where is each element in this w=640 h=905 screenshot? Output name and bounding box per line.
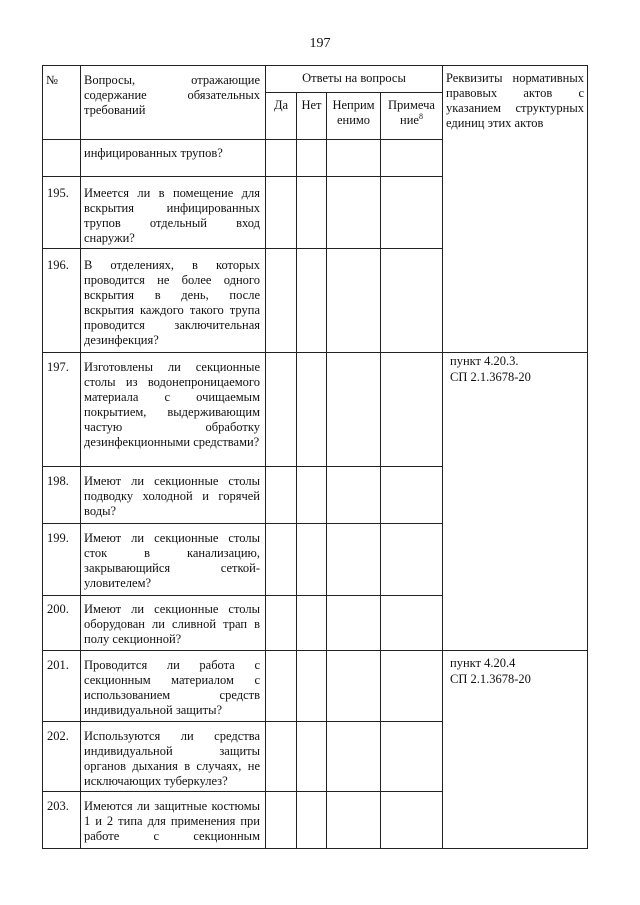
col-line-note [442,65,443,849]
row-line [42,248,442,249]
row-number: 195. [47,186,69,200]
row-text: Имеют ли секционные столы оборудован ли сливной трап в полу секционной? [84,602,260,646]
row-reference [450,655,584,687]
reference-item: пункт 4.20.3. [450,354,519,368]
reference-act: СП 2.1.3678-20 [450,672,531,686]
col-line-num [80,65,81,849]
header-na-line2: енимо [336,113,371,127]
table-border-left [42,65,43,849]
header-questions: Вопросы, отражающие содержание обязательных требований [84,73,260,117]
row-line [42,721,442,722]
row-line [42,466,442,467]
reference-item: пункт 4.20.4 [450,656,516,670]
col-line-no [326,92,327,849]
row-number: 197. [47,360,69,374]
row-text: В отделениях, в которых проводится не более одного вскрытия в день, после вскрытия каждого такого трупа проводится заключительная дезинфекция? [84,258,260,347]
reference-act: СП 2.1.3678-20 [450,370,531,384]
header-na-line1: Неприм [332,98,375,112]
row-line [42,523,442,524]
row-text: Проводится ли работа с секционным материалом с использованием средств индивидуальной защиты? [84,658,260,717]
row-reference [450,353,584,385]
row-line [42,595,442,596]
header-note [381,98,442,128]
answers-subheader-line [265,92,442,93]
row-text: Имеют ли секционные столы подводку холодной и горячей воды? [84,474,260,518]
row-number: 199. [47,531,69,545]
row-number: 198. [47,474,69,488]
header-answers: Ответы на вопросы [302,71,406,85]
row-number: 203. [47,799,69,813]
row-line [42,791,442,792]
col-line-questions [265,65,266,849]
row-number: 202. [47,729,69,743]
row-text: Используются ли средства индивидуальной защиты органов дыхания в случаях, не исключающих туберкулез? [84,729,260,788]
row-text: Имеется ли в помещение для вскрытия инфицированных трупов отдельный вход снаружи? [84,186,260,245]
header-num: № [46,73,58,87]
row-text: Имеют ли секционные столы сток в канализацию, закрывающийся сеткой-уловителем? [84,531,260,590]
row-text: инфицированных трупов? [84,146,223,160]
row-line [42,176,442,177]
table-border-right [587,65,588,849]
table-border-bottom [42,848,587,849]
header-note-line1: Примеча [388,98,435,112]
col-line-yes [296,92,297,849]
row-number: 196. [47,258,69,272]
header-no: Нет [301,98,322,112]
row-text: Имеются ли защитные костюмы 1 и 2 типа для применения при работе с секционным [84,799,260,843]
page-number: 197 [309,36,331,51]
col-line-na [380,92,381,849]
row-number: 201. [47,658,69,672]
row-line [42,650,587,651]
header-yes: Да [273,98,289,112]
header-bottom-line [42,139,442,140]
footnote-marker: 8 [418,111,423,121]
row-text: Изготовлены ли секционные столы из водонепроницаемого материала с очищаемым покрытием, выдерживающим частую обработку дезинфекционными средствами? [84,360,260,449]
header-refs: Реквизиты нормативных правовых актов с указанием структурных единиц этих актов [446,71,584,130]
row-number: 200. [47,602,69,616]
header-na [327,98,380,128]
table-border-top [42,65,587,66]
header-note-line2: ние [400,113,419,127]
